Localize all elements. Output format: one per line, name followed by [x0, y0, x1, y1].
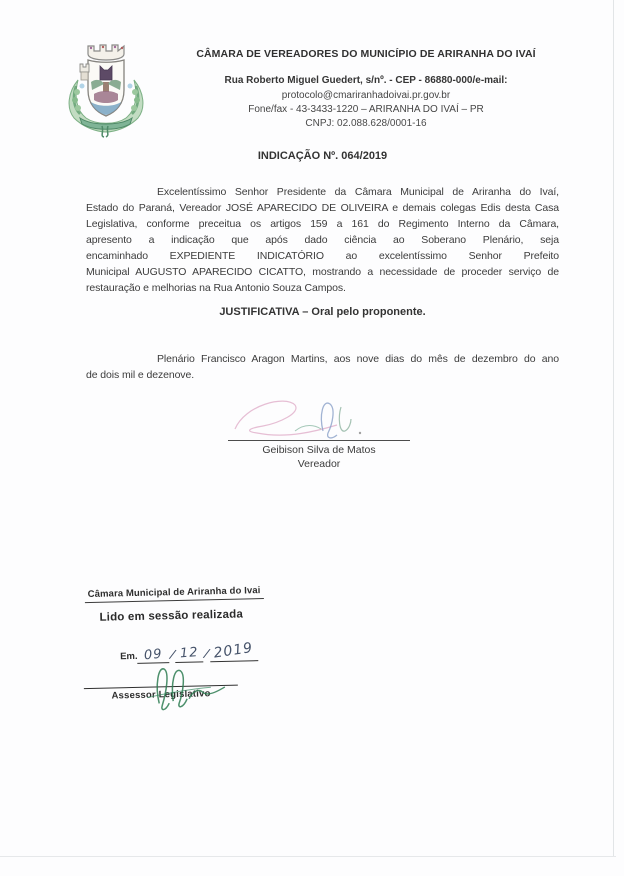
body-paragraph [86, 184, 559, 296]
org-phone: Fone/fax - 43-3433-1220 – ARIRANHA DO IVAÍ – PR [248, 104, 484, 115]
stamp-role: Assessor Legislativo [111, 688, 211, 702]
signer-name: Geibison Silva de Matos [262, 444, 376, 456]
body-line: Legislativa, conforme preceitua os artigos 159 a 161 do Regimento Interno da Câmara, [86, 218, 559, 230]
org-email: protocolo@cmariranhadoivai.pr.gov.br [281, 90, 451, 101]
org-cnpj: CNPJ: 02.088.628/0001-16 [305, 118, 427, 129]
handwritten-day: 09 [143, 646, 164, 664]
handwritten-slash: / [203, 646, 211, 661]
handwritten-month: 12 [179, 645, 200, 662]
stamp-date-label: Em. [120, 650, 138, 663]
body-line: Excelentíssimo Senhor Presidente da Câmara Municipal de Ariranha do Ivaí, [157, 186, 559, 198]
reception-stamp [81, 581, 274, 717]
handwritten-year: 2019 [212, 639, 254, 662]
body-line: restauração e melhorias na Rua Antonio Souza Campos. [86, 282, 346, 294]
org-address: Rua Roberto Miguel Guedert, s/nº. - CEP - 86880-000/e-mail: [224, 75, 508, 86]
body-line: Municipal AUGUSTO APARECIDO CICATTO, mostrando a necessidade de proceder serviço de [86, 266, 559, 278]
stamp-org-name: Câmara Municipal de Ariranha do Ivai [85, 585, 264, 603]
page-scan-edge [613, 0, 614, 857]
closing-paragraph [86, 351, 559, 383]
document-title: INDICAÇÃO Nº. 064/2019 [257, 150, 388, 162]
page-scan-edge [0, 856, 616, 857]
stamp-status: Lido em sessão realizada [99, 608, 244, 624]
signature-line [228, 440, 410, 441]
stamp-handwritten-signature [144, 654, 235, 714]
closing-line: de dois mil e dezenove. [86, 369, 195, 381]
letterhead [173, 48, 559, 130]
handwritten-signature [225, 393, 380, 445]
org-name: CÂMARA DE VEREADORES DO MUNICÍPIO DE ARIRANHA DO IVAÍ [196, 48, 536, 60]
justification-line: JUSTIFICATIVA – Oral pelo proponente. [219, 306, 426, 318]
body-line: encaminhado EXPEDIENTE INDICATÓRIO ao excelentíssimo Senhor Prefeito [86, 250, 559, 262]
body-line: apresento a indicação que após dado ciência ao Soberano Plenário, seja [86, 234, 559, 246]
signer-role: Vereador [297, 458, 341, 470]
closing-line: Plenário Francisco Aragon Martins, aos nove dias do mês de dezembro do ano [157, 353, 559, 365]
body-line: Estado do Paraná, Vereador JOSÉ APARECIDO DE OLIVEIRA e demais colegas Edis desta Casa [86, 202, 559, 214]
handwritten-slash: / [169, 646, 177, 662]
municipal-coat-of-arms-icon [64, 42, 148, 138]
